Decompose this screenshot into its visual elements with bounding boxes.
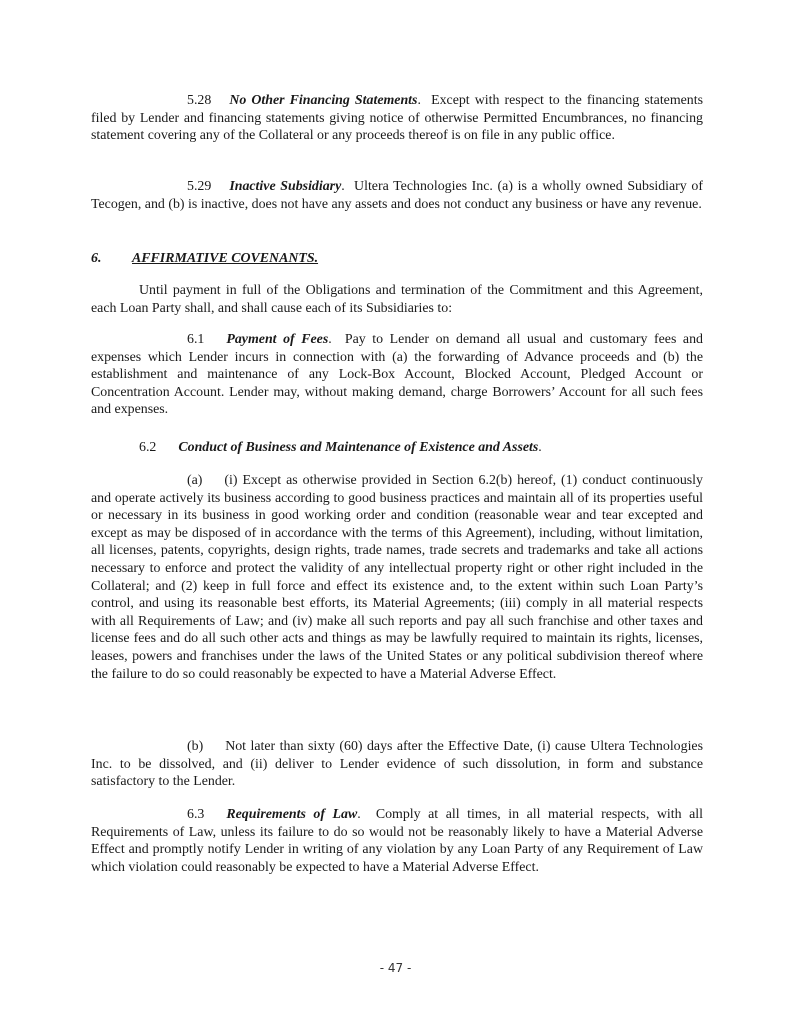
- article-title: AFFIRMATIVE COVENANTS.: [132, 251, 319, 266]
- section-body: Comply at all times, in all material respects, with all Requirements of Law, unless its failure to do so would not be reasonably likely to have a Material Adverse Effect and promptly notify Lender in writing of any violation by any Loan Party of any Requirement of Law which violation could reasonably be expected to have a Material Adverse Effect.: [91, 807, 703, 875]
- article-number: 6.: [91, 251, 102, 266]
- section-number: 6.2: [139, 440, 157, 455]
- covenant-6-2-heading: 6.2 Conduct of Business and Maintenance of Existence and Assets.: [139, 440, 542, 455]
- subsection-body: Not later than sixty (60) days after the Effective Date, (i) cause Ultera Technologies Inc. to be dissolved, and (ii) deliver to Lender evidence of such dissolution, in form and substance satisfactory to the Lender.: [91, 739, 703, 790]
- section-body: Pay to Lender on demand all usual and customary fees and expenses which Lender incurs in connection with (a) the forwarding of Advance proceeds and (b) the establishment and maintenance of any Lock-Box Account, Blocked Account, Pledged Account or Concentration Account. Lender may, without making demand, charge Borrowers’ Account for all such fees and expenses.: [91, 332, 703, 418]
- subsection-label: (a): [187, 473, 203, 488]
- section-number: 6.1: [187, 332, 205, 347]
- section-body: Ultera Technologies Inc. (a) is a wholly owned Subsidiary of Tecogen, and (b) is inactive, does not have any assets and does not conduct any business or have any revenue.: [91, 179, 703, 212]
- section-number: 5.29: [187, 179, 212, 194]
- section-number: 5.28: [187, 93, 212, 108]
- subsection-label: (b): [187, 739, 204, 754]
- section-title: Inactive Subsidiary: [229, 179, 342, 194]
- section-title: Requirements of Law: [226, 807, 358, 822]
- section-5-29: 5.29 Inactive Subsidiary. Ultera Technologies Inc. (a) is a wholly owned Subsidiary of Tecogen, and (b) is inactive, does not have any assets and does not conduct any business or have any revenue.: [91, 179, 703, 212]
- subsection-body: (i) Except as otherwise provided in Section 6.2(b) hereof, (1) conduct continuously and operate actively its business according to good business practices and maintain all of its properties useful or necessary in its business in good working order and condition (reasonable wear and tear excepted and except as may be disposed of in accordance with the terms of this Agreement), including, without limitation, all licenses, patents, copyrights, design rights, trade names, trade secrets and trademarks and take all actions necessary to enforce and protect the validity of any intellectual property right or other right included in the Collateral; and (2) keep in full force and effect its existence and, to the extent within such Loan Party’s control, and using its reasonable best efforts, its Material Agreements; (iii) comply in all material respects with all Requirements of Law; and (iv) make all such reports and pay all such franchise and other taxes and license fees and do all such other acts and things as may be lawfully required to maintain its rights, licenses, leases, powers and franchises under the laws of the United States or any political subdivision thereof where the failure to do so could reasonably be expected to have a Material Adverse Effect.: [91, 473, 703, 682]
- covenant-6-2-a: [91, 472, 703, 683]
- section-number: 6.3: [187, 807, 205, 822]
- section-5-28: 5.28 No Other Financing Statements. Except with respect to the financing statements filed by Lender and financing statements giving notice of otherwise Permitted Encumbrances, no financing statement covering any of the Collateral or any proceeds thereof is on file in any public office.: [91, 93, 704, 144]
- section-title: No Other Financing Statements: [229, 93, 418, 108]
- page-number: - 47 -: [379, 961, 412, 975]
- covenant-6-2-b: [91, 738, 703, 791]
- covenant-6-3: 6.3 Requirements of Law. Comply at all times, in all material respects, with all Requirements of Law, unless its failure to do so would not be reasonably likely to have a Material Adverse Effect and promptly notify Lender in writing of any violation by any Loan Party of any Requirement of Law which violation could reasonably be expected to have a Material Adverse Effect.: [91, 807, 703, 875]
- section-body: Except with respect to the financing statements filed by Lender and financing statements giving notice of otherwise Permitted Encumbrances, no financing statement covering any of the Collateral or any proceeds thereof is on file in any public office.: [91, 93, 704, 144]
- section-title: Conduct of Business and Maintenance of Existence and Assets: [178, 440, 539, 455]
- covenant-6-1: 6.1 Payment of Fees. Pay to Lender on demand all usual and customary fees and expenses which Lender incurs in connection with (a) the forwarding of Advance proceeds and (b) the establishment and maintenance of any Lock-Box Account, Blocked Account, Pledged Account or Concentration Account. Lender may, without making demand, charge Borrowers’ Account for all such fees and expenses.: [91, 332, 703, 418]
- article-intro: Until payment in full of the Obligations and termination of the Commitment and this Agreement, each Loan Party shall, and shall cause each of its Subsidiaries to:: [91, 283, 703, 316]
- section-title: Payment of Fees: [226, 332, 329, 347]
- article-heading: [91, 251, 318, 267]
